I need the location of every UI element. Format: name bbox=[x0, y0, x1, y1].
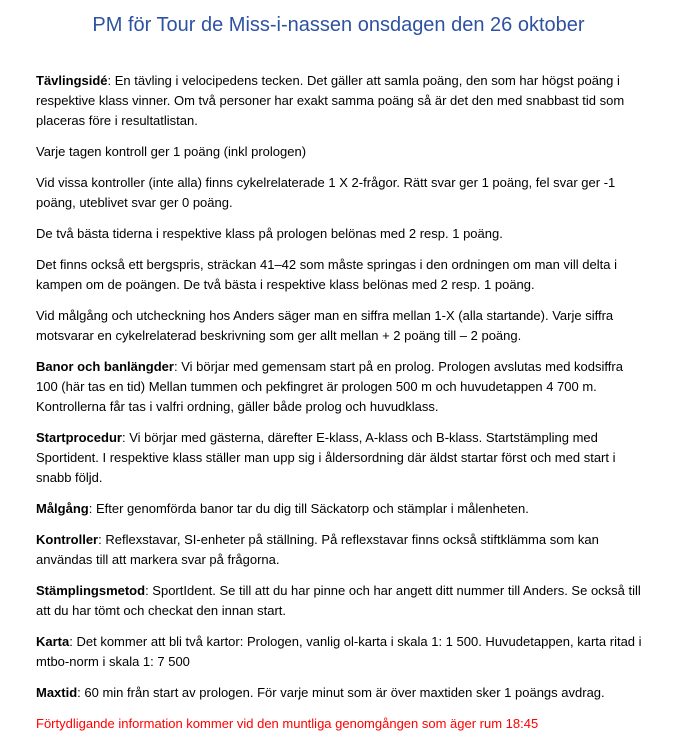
paragraph-bergspris bbox=[36, 255, 648, 295]
notice-text: Förtydligande information kommer vid den muntliga genomgången som äger rum 18:45 bbox=[36, 716, 539, 731]
document-body bbox=[36, 71, 648, 745]
paragraph-prolog-tider bbox=[36, 224, 648, 244]
paragraph-text: : SportIdent. Se till att du har pinne och har angett ditt nummer till Anders. Se också till att du har tömt och checkat den innan start. bbox=[36, 583, 641, 618]
paragraph-text: : Vi börjar med gästerna, därefter E-klass, A-klass och B-klass. Startstämpling med Sportident. I respektive klass ställer man upp sig i åldersordning där äldst startar först och med start i snabb följd. bbox=[36, 430, 616, 485]
paragraph-fragor bbox=[36, 173, 648, 213]
paragraph-kontroller bbox=[36, 530, 648, 570]
paragraph-malgang bbox=[36, 499, 648, 519]
paragraph-banor bbox=[36, 357, 648, 417]
paragraph-malgang-siffra bbox=[36, 306, 648, 346]
paragraph-text: Det finns också ett bergspris, sträckan 41–42 som måste springas i den ordningen om man vill delta i kampen om de poängen. De två bästa i respektive klass belönas med 2 resp. 1 poäng. bbox=[36, 257, 617, 292]
paragraph-text: Vid målgång och utcheckning hos Anders säger man en siffra mellan 1-X (alla startande). Varje siffra motsvarar en cykelrelaterad beskrivning som ger allt mellan + 2 poäng till – 2 poäng. bbox=[36, 308, 614, 343]
paragraph-text: De två bästa tiderna i respektive klass på prologen belönas med 2 resp. 1 poäng. bbox=[36, 226, 503, 241]
paragraph-text: Vid vissa kontroller (inte alla) finns cykelrelaterade 1 X 2-frågor. Rätt svar ger 1 poäng, fel svar ger -1 poäng, uteblivet svar ger 0 poäng. bbox=[36, 175, 616, 210]
paragraph-tavlingside bbox=[36, 71, 648, 131]
paragraph-stamplingsmetod bbox=[36, 581, 648, 621]
paragraph-startprocedur bbox=[36, 428, 648, 488]
paragraph-karta bbox=[36, 632, 648, 672]
paragraph-label: Tävlingsidé bbox=[36, 73, 108, 88]
paragraph-label: Målgång bbox=[36, 501, 89, 516]
paragraph-label: Startprocedur bbox=[36, 430, 122, 445]
paragraph-label: Karta bbox=[36, 634, 70, 649]
paragraph-label: Stämplingsmetod bbox=[36, 583, 146, 598]
paragraph-notice bbox=[36, 714, 648, 734]
paragraph-text: : 60 min från start av prologen. För varje minut som är över maxtiden sker 1 poängs avdrag. bbox=[77, 685, 605, 700]
paragraph-text: : Reflexstavar, SI-enheter på ställning. På reflexstavar finns också stiftklämma som kan användas till att markera svar på frågorna. bbox=[36, 532, 599, 567]
paragraph-label: Banor och banlängder bbox=[36, 359, 174, 374]
paragraph-maxtid bbox=[36, 683, 648, 703]
paragraph-label: Maxtid bbox=[36, 685, 78, 700]
paragraph-text: : Det kommer att bli två kartor: Prologen, vanlig ol-karta i skala 1: 1 500. Huvudetappen, karta ritad i mtbo-norm i skala 1: 7 500 bbox=[36, 634, 642, 669]
page-title: PM för Tour de Miss-i-nassen onsdagen den 26 oktober bbox=[92, 14, 585, 36]
paragraph-text: : En tävling i velocipedens tecken. Det gäller att samla poäng, den som har högst poäng i respektive klass vinner. Om två personer har exakt samma poäng så är det den med snabbast tid som placeras före i resultatlistan. bbox=[36, 73, 625, 128]
paragraph-text: Varje tagen kontroll ger 1 poäng (inkl prologen) bbox=[36, 144, 307, 159]
paragraph-text: : Efter genomförda banor tar du dig till Säckatorp och stämplar i målenheten. bbox=[88, 501, 529, 516]
paragraph-kontroll-poang bbox=[36, 142, 648, 162]
paragraph-label: Kontroller bbox=[36, 532, 99, 547]
paragraph-text: : Vi börjar med gemensam start på en prolog. Prologen avslutas med kodsiffra 100 (här tas en tid) Mellan tummen och pekfingret är prologen 500 m och huvudetappen 4 700 m. Kontrollerna får tas i valfri ordning, gäller både prolog och huvudklass. bbox=[36, 359, 623, 414]
